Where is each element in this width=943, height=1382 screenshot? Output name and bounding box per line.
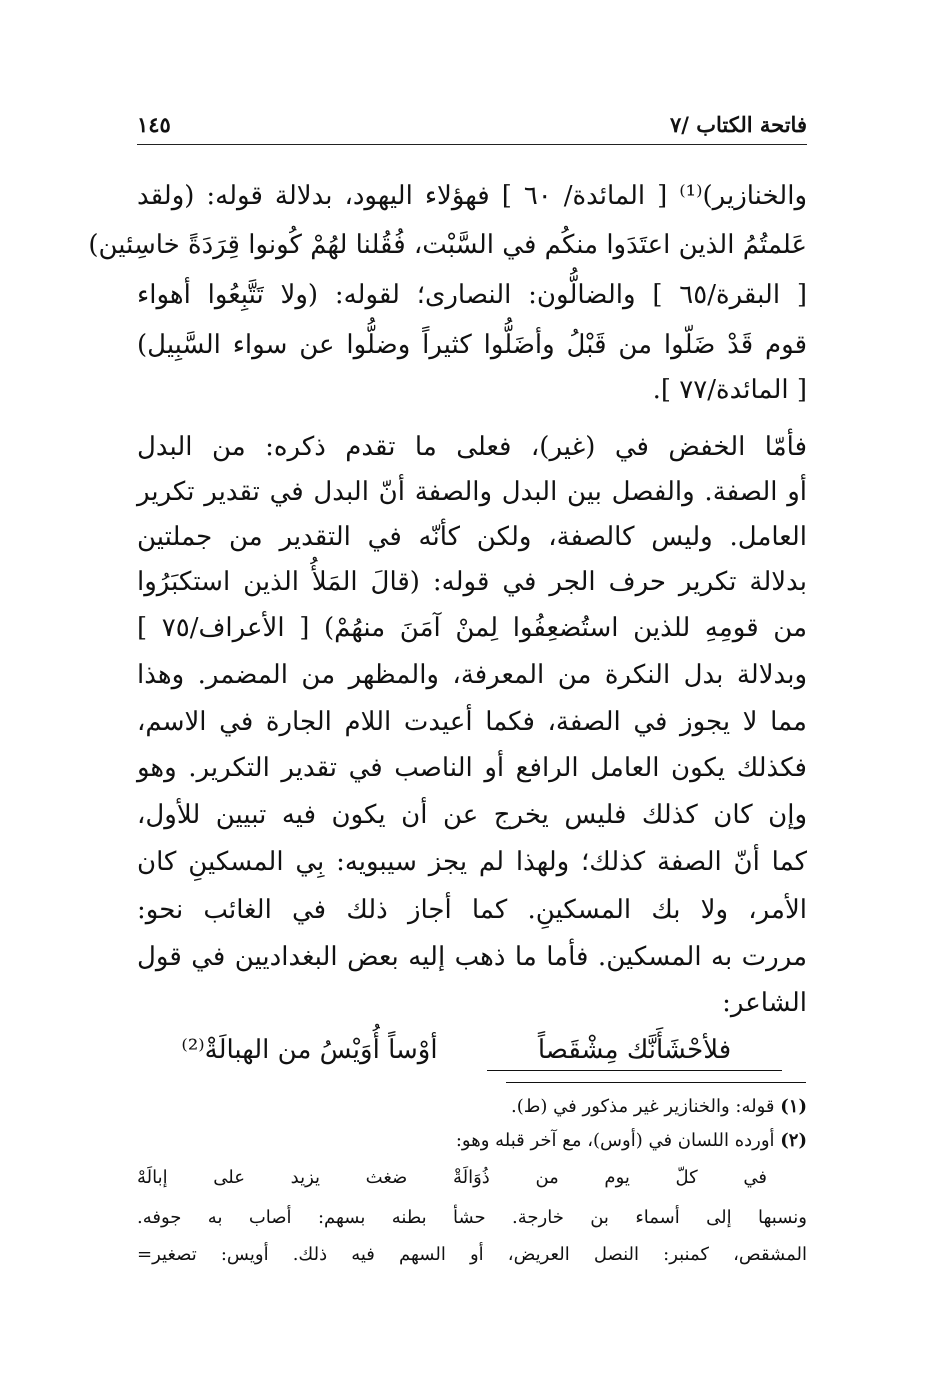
text-line: بدلالة تكرير حرف الجر في قوله: (قالَ المَلأُ الذين استكبَرُوا [137,567,807,597]
verse-second-hemistich: أوْساً أُوَيْسُ من الهبالَةْ⁽²⁾ [181,1035,438,1065]
footnote-verse: في كلّ يوم من ذُوَالَةْ ضغث يزيد على إبالَهْ [137,1167,767,1188]
footnote-number: (١) [780,1096,807,1117]
text-line: عَلمتُمُ الذين اعتَدَوا منكُم في السَّبْت، فُقُلنا لهُمْ كُونوا قِرَدَةً خاسِئين) [88,230,807,260]
text-line: قوم قَدْ ضَلّوا من قَبْلُ وأضَلُّوا كثيراً وضلُّوا عن سواء السَّبِيل) [137,330,807,360]
text-line: أو الصفة. والفصل بين البدل والصفة أنّ البدل في تقدير تكرير [137,477,807,507]
text-line: فكذلك يكون العامل الرافع أو الناصب في تقدير التكرير. وهو [137,753,807,783]
text-line: مررت به المسكين. فأما ما ذهب إليه بعض البغداديين في قول [137,942,807,972]
footnote [137,1126,807,1156]
text-line: من قومِهِ للذين استُضعِفُوا لِمنْ آمَنَ منهُمْ) [ الأعراف/٧٥ ] [137,613,807,643]
text-line: [ المائدة/٧٧ ]. [652,375,807,405]
text-line: فأمّا الخفض في (غير)، فعلى ما تقدم ذكره: من البدل [137,432,807,462]
footnote-line: ونسبها إلى أسماء بن خارجة. حشأ بطنه بسهم: أصاب به جوفه. [137,1207,807,1228]
footnote-text: أورده اللسان في (أوس)، مع آخر قبله وهو: [455,1130,781,1151]
text-line: والخنازير)⁽¹⁾ [ المائدة/ ٦٠ ] فهؤلاء اليهود، بدلالة قوله: (ولقد [137,181,808,211]
page-header [137,108,807,145]
text-line: مما لا يجوز في الصفة، فكما أعيدت اللام الجارة في الاسم، [137,707,807,737]
page-number: ١٤٥ [137,112,171,137]
poetry-verse [137,1030,807,1071]
verse-first-hemistich: فلأحْشَأَنَّك مِشْقَصاً [487,1030,782,1071]
running-title: فاتحة الكتاب /٧ [669,112,807,137]
text-line: الشاعر: [722,988,807,1018]
footnote-separator [506,1082,806,1083]
footnote-line: المشقص، كمنبر: النصل العريض، أو السهم فيه ذلك. أويس: تصغير= [137,1244,807,1265]
footnote-number: (٢) [780,1130,807,1151]
text-line: الأمر، ولا بك المسكينِ. كما أجاز ذلك في الغائب نحو: [137,895,807,925]
text-line: كما أنّ الصفة كذلك؛ ولهذا لم يجز سيبويه: بِي المسكينِ كان [137,847,807,877]
text-line: وبدلالة بدل النكرة من المعرفة، والمظهر من المضمر. وهذا [137,660,807,690]
text-line: العامل. وليس كالصفة، ولكن كأنّه في التقدير من جملتين [137,522,807,552]
text-line: [ البقرة/٦٥ ] والضالُّون: النصارى؛ لقوله: (ولا تَتَّبِعُوا أهواء [137,280,807,310]
text-line: وإن كان كذلك فليس يخرج عن أن يكون فيه تبيين للأول، [137,800,807,830]
footnote [137,1092,807,1122]
footnote-text: قوله: والخنازير غير مذكور في (ط). [511,1096,781,1117]
